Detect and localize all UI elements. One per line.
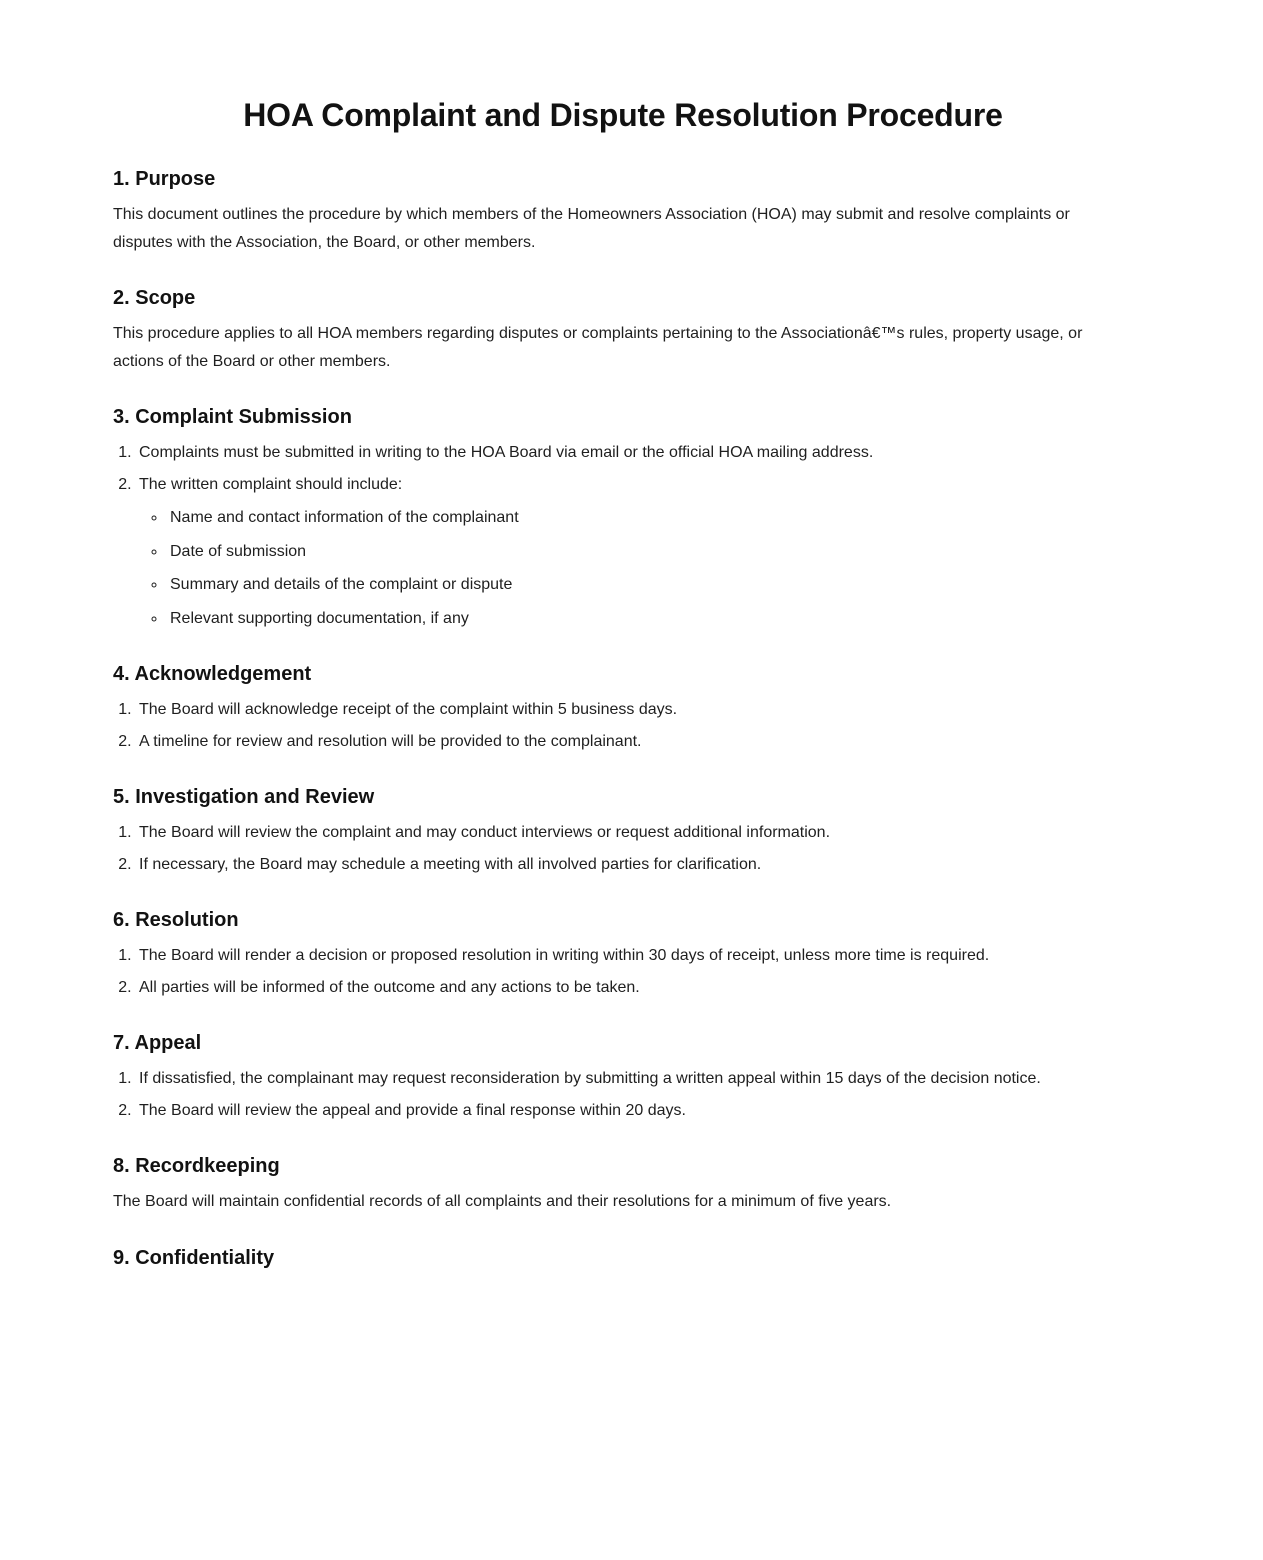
- section-investigation-and-review: [113, 783, 1133, 878]
- section-heading-scope: 2. Scope: [113, 287, 196, 309]
- section-paragraph-recordkeeping: The Board will maintain confidential records of all complaints and their resolutions for a minimum of five years.: [113, 1193, 892, 1210]
- list-item: 1. The Board will review the complaint and may conduct interviews or request additional information.: [136, 819, 1133, 847]
- page-title: HOA Complaint and Dispute Resolution Procedure: [243, 97, 1003, 133]
- section-recordkeeping: [113, 1152, 1133, 1216]
- sublist-item: ◦ Relevant supporting documentation, if any: [167, 605, 1133, 633]
- document-page: [113, 95, 1133, 1272]
- acknowledgement-list: [113, 696, 1133, 755]
- sublist-item: ◦ Summary and details of the complaint or dispute: [167, 571, 1133, 599]
- section-paragraph-scope: This procedure applies to all HOA members regarding disputes or complaints pertaining to the Associationâ€™s rules, property usage, or actions of the Board or other members.: [113, 325, 1083, 370]
- sublist-item: ◦ Date of submission: [167, 538, 1133, 566]
- section-scope: [113, 284, 1133, 375]
- list-item: 2. The Board will review the appeal and provide a final response within 20 days.: [136, 1097, 1133, 1125]
- resolution-list: [113, 942, 1133, 1001]
- section-heading-investigation-and-review: 5. Investigation and Review: [113, 786, 375, 808]
- list-item: 2. A timeline for review and resolution will be provided to the complainant.: [136, 728, 1133, 756]
- list-item: 1. The Board will render a decision or proposed resolution in writing within 30 days of receipt, unless more time is required.: [136, 942, 1133, 970]
- list-item: 2. All parties will be informed of the outcome and any actions to be taken.: [136, 974, 1133, 1002]
- section-heading-recordkeeping: 8. Recordkeeping: [113, 1155, 280, 1177]
- section-heading-resolution: 6. Resolution: [113, 909, 239, 931]
- section-heading-purpose: 1. Purpose: [113, 168, 216, 190]
- section-acknowledgement: [113, 660, 1133, 755]
- section-heading-acknowledgement: 4. Acknowledgement: [113, 663, 312, 685]
- section-resolution: [113, 906, 1133, 1001]
- section-complaint-submission: [113, 403, 1133, 632]
- investigation-list: [113, 819, 1133, 878]
- list-item: 2. If necessary, the Board may schedule a meeting with all involved parties for clarification.: [136, 851, 1133, 879]
- section-heading-complaint-submission: 3. Complaint Submission: [113, 406, 352, 428]
- list-item: 1. The Board will acknowledge receipt of the complaint within 5 business days.: [136, 696, 1133, 724]
- section-appeal: [113, 1029, 1133, 1124]
- section-purpose: [113, 165, 1133, 256]
- section-confidentiality: [113, 1244, 1133, 1272]
- sublist-item: ◦ Name and contact information of the complainant: [167, 504, 1133, 532]
- section-paragraph-purpose: This document outlines the procedure by which members of the Homeowners Association (HOA) may submit and resolve complaints or disputes with the Association, the Board, or other members.: [113, 206, 1070, 251]
- list-item: 1. Complaints must be submitted in writing to the HOA Board via email or the official HOA mailing address.: [136, 439, 1133, 467]
- appeal-list: [113, 1065, 1133, 1124]
- section-heading-confidentiality: 9. Confidentiality: [113, 1246, 275, 1269]
- list-item-text: The written complaint should include:: [139, 475, 403, 493]
- list-item: [136, 471, 1133, 633]
- section-heading-appeal: 7. Appeal: [113, 1032, 202, 1054]
- list-item: 1. If dissatisfied, the complainant may request reconsideration by submitting a written appeal within 15 days of the decision notice.: [136, 1065, 1133, 1093]
- complaint-contents-sublist: [139, 504, 1133, 632]
- complaint-submission-list: [113, 439, 1133, 632]
